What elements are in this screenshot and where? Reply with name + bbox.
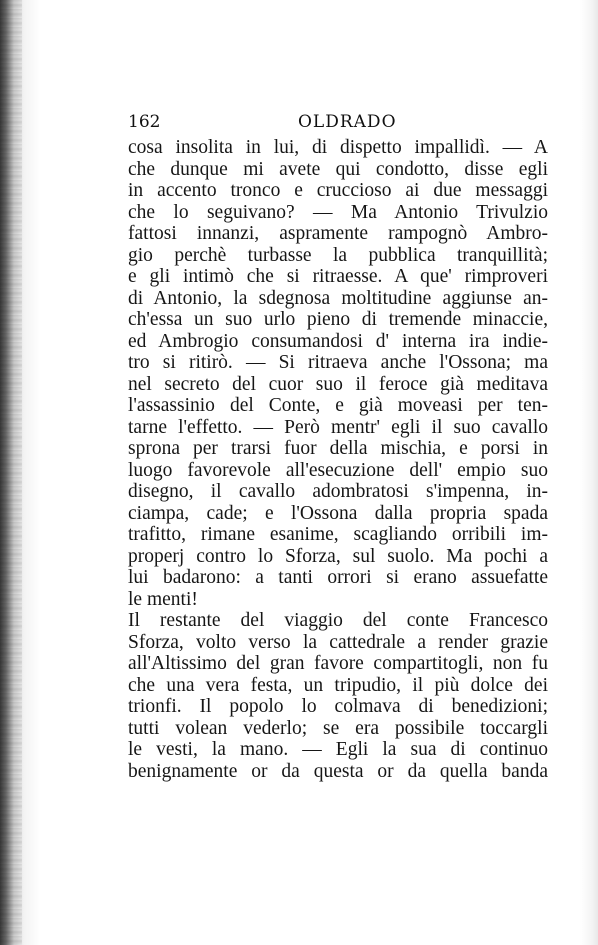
text-line: all'Altissimo del gran favore compartitogli, non fu — [128, 653, 548, 674]
text-line: le vesti, la mano. — Egli la sua di continuo — [128, 739, 548, 760]
text-line: l'assassinio del Conte, e già moveasi per ten- — [128, 395, 548, 416]
page-number: 162 — [128, 112, 161, 132]
text-line: in accento tronco e cruccioso ai due messaggi — [128, 180, 548, 201]
text-line: ed Ambrogio consumandosi d' interna ira indie- — [128, 330, 548, 352]
text-line: Sforza, volto verso la cattedrale a render grazie — [128, 631, 548, 653]
text-line: di Antonio, la sdegnosa moltitudine aggiunse an- — [128, 287, 548, 309]
page-gutter-shadow — [0, 0, 22, 945]
text-line: tarne l'effetto. — Però mentr' egli il suo cavallo — [128, 416, 548, 438]
text-line: Il restante del viaggio del conte Francesco — [128, 610, 548, 631]
text-line: che lo seguivano? — Ma Antonio Trivulzio — [128, 201, 548, 223]
page-header — [128, 112, 548, 136]
text-line: tutti volean vederlo; se era possibile toccargli — [128, 717, 548, 739]
text-line: trionfi. Il popolo lo colmava di benedizioni; — [128, 696, 548, 717]
text-line: cosa insolita in lui, di dispetto impallidì. — A — [128, 137, 548, 158]
text-line: gio perchè turbasse la pubblica tranquillità; — [128, 244, 548, 266]
text-line: che una vera festa, un tripudio, il più dolce dei — [128, 674, 548, 696]
text-line: sprona per trarsi fuor della mischia, e porsi in — [128, 438, 548, 459]
text-line: nel secreto del cuor suo il feroce già meditava — [128, 373, 548, 395]
text-line: ch'essa un suo urlo pieno di tremende minaccie, — [128, 309, 548, 330]
text-line: benignamente or da questa or da quella banda — [128, 760, 548, 782]
text-line: lui badarono: a tanti orrori si erano assuefatte — [128, 567, 548, 588]
text-line: properj contro lo Sforza, sul suolo. Ma pochi a — [128, 545, 548, 567]
text-line: fattosi innanzi, aspramente rampognò Ambro- — [128, 223, 548, 244]
body-text — [128, 137, 548, 782]
text-line: e gli intimò che si ritraesse. A que' rimproveri — [128, 266, 548, 287]
text-line: che dunque mi avete qui condotto, disse egli — [128, 158, 548, 180]
running-head: OLDRADO — [298, 112, 397, 132]
text-line: tro si ritirò. — Si ritraeva anche l'Ossona; ma — [128, 352, 548, 373]
text-line: le menti! — [128, 588, 198, 610]
text-line: disegno, il cavallo adombratosi s'impenna, in- — [128, 481, 548, 502]
text-line: luogo favorevole all'esecuzione dell' empio suo — [128, 459, 548, 481]
text-line: ciampa, cade; e l'Ossona dalla propria spada — [128, 502, 548, 524]
text-line: trafitto, rimane esanime, scagliando orribili im- — [128, 524, 548, 545]
